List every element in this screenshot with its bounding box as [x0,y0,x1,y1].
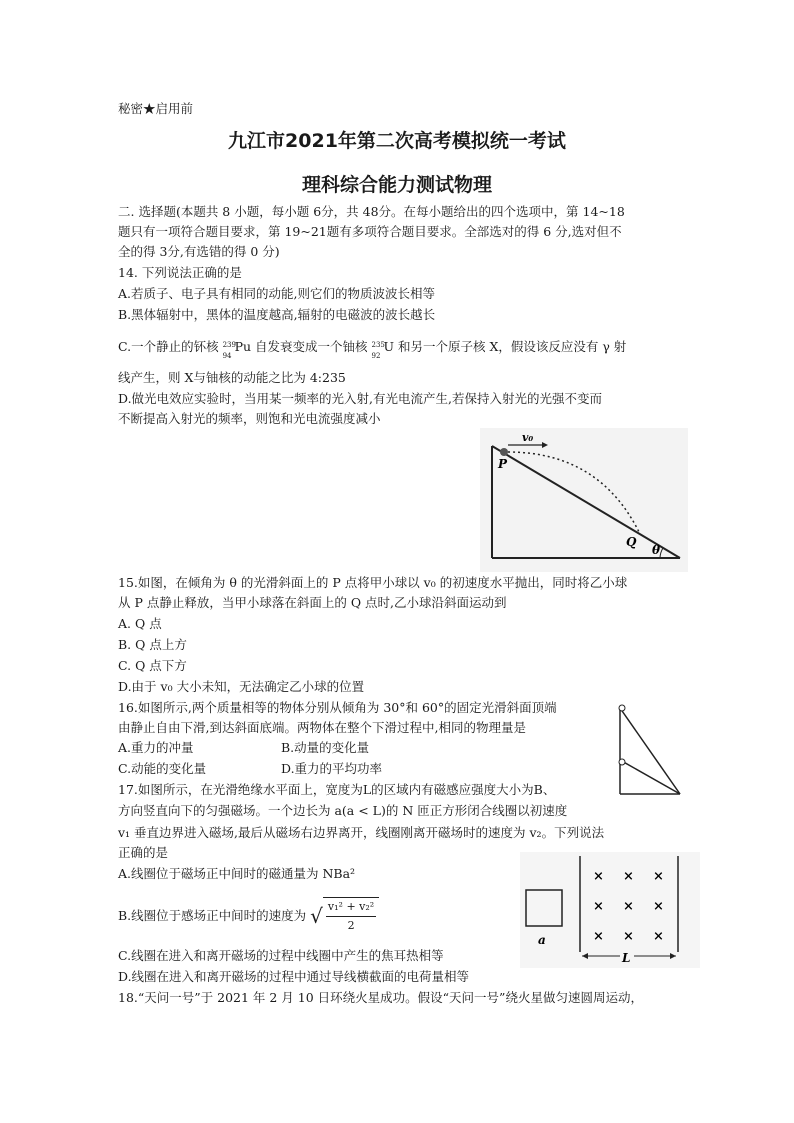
fraction-denominator: 2 [347,919,355,932]
field-cross: × [653,899,664,914]
q14-c-suffix: U 和另一个原子核 X，假设该反应没有 γ 射 [383,339,627,354]
u-atomic-number: 92 [371,351,381,360]
q15-option-b: B. Q 点上方 [118,637,187,652]
field-cross: × [593,929,604,944]
q15-option-a: A. Q 点 [118,616,162,631]
coil-side-label: a [538,933,546,947]
ball-p [500,448,508,456]
section-instructions-2: 题只有一项符合题目要求，第 19~21题有多项符合题目要求。全部选对的得 6 分,选对但不 [118,224,622,239]
exam-subtitle: 理科综合能力测试物理 [301,174,492,196]
field-cross: × [593,899,604,914]
q14-option-b: B.黑体辐射中，黑体的温度越高,辐射的电磁波的波长越长 [118,307,436,322]
pu-atomic-number: 94 [222,351,232,360]
v0-label: v₀ [522,431,534,444]
q15-option-c: C. Q 点下方 [118,658,187,673]
q17-option-d: D.线圈在进入和离开磁场的过程中通过导线横截面的电荷量相等 [118,969,470,984]
field-cross: × [623,899,634,914]
field-cross: × [623,869,634,884]
steep-incline [620,708,680,794]
object-top-2 [619,759,625,765]
q14-c-middle: Pu 自发衰变成一个铀核 [234,339,368,354]
q14-option-c-line2: 线产生，则 X与铀核的动能之比为 4:235 [118,370,346,385]
q14-option-d-1: D.做光电效应实验时，当用某一频率的光入射,有光电流产生,若保持入射光的光强不变而 [118,391,602,406]
q14-stem: 14. 下列说法正确的是 [118,265,242,280]
q15-stem-2: 从 P 点静止释放，当甲小球落在斜面上的 Q 点时,乙小球沿斜面运动到 [118,595,507,610]
q14-option-a: A.若质子、电子具有相同的动能,则它们的物质波波长相等 [118,286,435,301]
q16-stem-2: 由静止自由下滑,到达斜面底端。两物体在整个下滑过程中,相同的物理量是 [118,720,526,735]
radical-sign: √ [310,904,323,928]
section-instructions-1: 二. 选择题(本题共 8 小题，每小题 6分，共 48分。在每小题给出的四个选项中，第 14~18 [118,204,625,219]
exam-title: 九江市2021年第二次高考模拟统一考试 [228,130,566,152]
q17-option-b [118,897,379,935]
pu-mass-number: 239 [222,340,236,349]
q17-option-a: A.线圈位于磁场正中间时的磁通量为 NBa² [118,866,356,881]
object-top-1 [619,705,625,711]
field-cross: × [623,929,634,944]
theta-label: θ [652,543,661,557]
q17-stem-1: 17.如图所示，在光滑绝缘水平面上，宽度为L的区域内有磁感应强度大小为B、 [118,782,556,797]
q17-option-c: C.线圈在进入和离开磁场的过程中线圈中产生的焦耳热相等 [118,948,444,963]
field-cross: × [653,869,664,884]
q17-b-prefix: B.线圈位于感场正中间时的速度为 [118,908,307,923]
u-nuclide [371,340,385,360]
q15-stem-1: 15.如图，在倾角为 θ 的光滑斜面上的 P 点将甲小球以 v₀ 的初速度水平抛出，同时将乙小球 [118,575,628,590]
q-label: Q [626,535,637,549]
q16-option-d: D.重力的平均功率 [281,761,383,776]
q16-option-c: C.动能的变化量 [118,761,207,776]
confidential-label: 秘密★启用前 [118,101,194,116]
q14-option-d-2: 不断提高入射光的频率，则饱和光电流强度减小 [118,411,381,426]
sqrt-expression [310,897,379,935]
two-inclines-figure [606,700,686,800]
q17-stem-4: 正确的是 [118,845,169,860]
q15-option-d: D.由于 v₀ 大小未知，无法确定乙小球的位置 [118,679,365,694]
q14-option-c [118,338,627,360]
incline-projectile-figure [480,428,688,572]
q16-option-a: A.重力的冲量 [118,740,194,755]
magnetic-field-figure [520,852,700,968]
figure-background [520,852,700,968]
sqrt-fraction [323,897,379,935]
section-instructions-3: 全的得 3分,有选错的得 0 分) [118,244,280,259]
field-cross: × [653,929,664,944]
q14-c-prefix: C.一个静止的钚核 [118,339,219,354]
width-label: L [622,951,631,965]
p-label: P [498,457,508,471]
q18-stem-1: 18.“天问一号”于 2021 年 2 月 10 日环绕火星成功。假设“天问一号”绕火星做匀速圆周运动， [118,990,643,1005]
shallow-incline [620,760,680,794]
q17-stem-2: 方向竖直向下的匀强磁场。一个边长为 a(a < L)的 N 匝正方形闭合线圈以初速度 [118,803,568,818]
field-cross: × [593,869,604,884]
fraction-numerator: v₁² + v₂² [326,898,376,917]
q16-option-b: B.动量的变化量 [281,740,370,755]
u-mass-number: 235 [371,340,385,349]
q17-stem-3: v₁ 垂直边界进入磁场,最后从磁场右边界离开，线圈刚离开磁场时的速度为 v₂。下列说法 [118,825,605,840]
pu-nuclide [222,340,236,360]
q16-stem-1: 16.如图所示,两个质量相等的物体分别从倾角为 30°和 60°的固定光滑斜面顶端 [118,700,557,715]
